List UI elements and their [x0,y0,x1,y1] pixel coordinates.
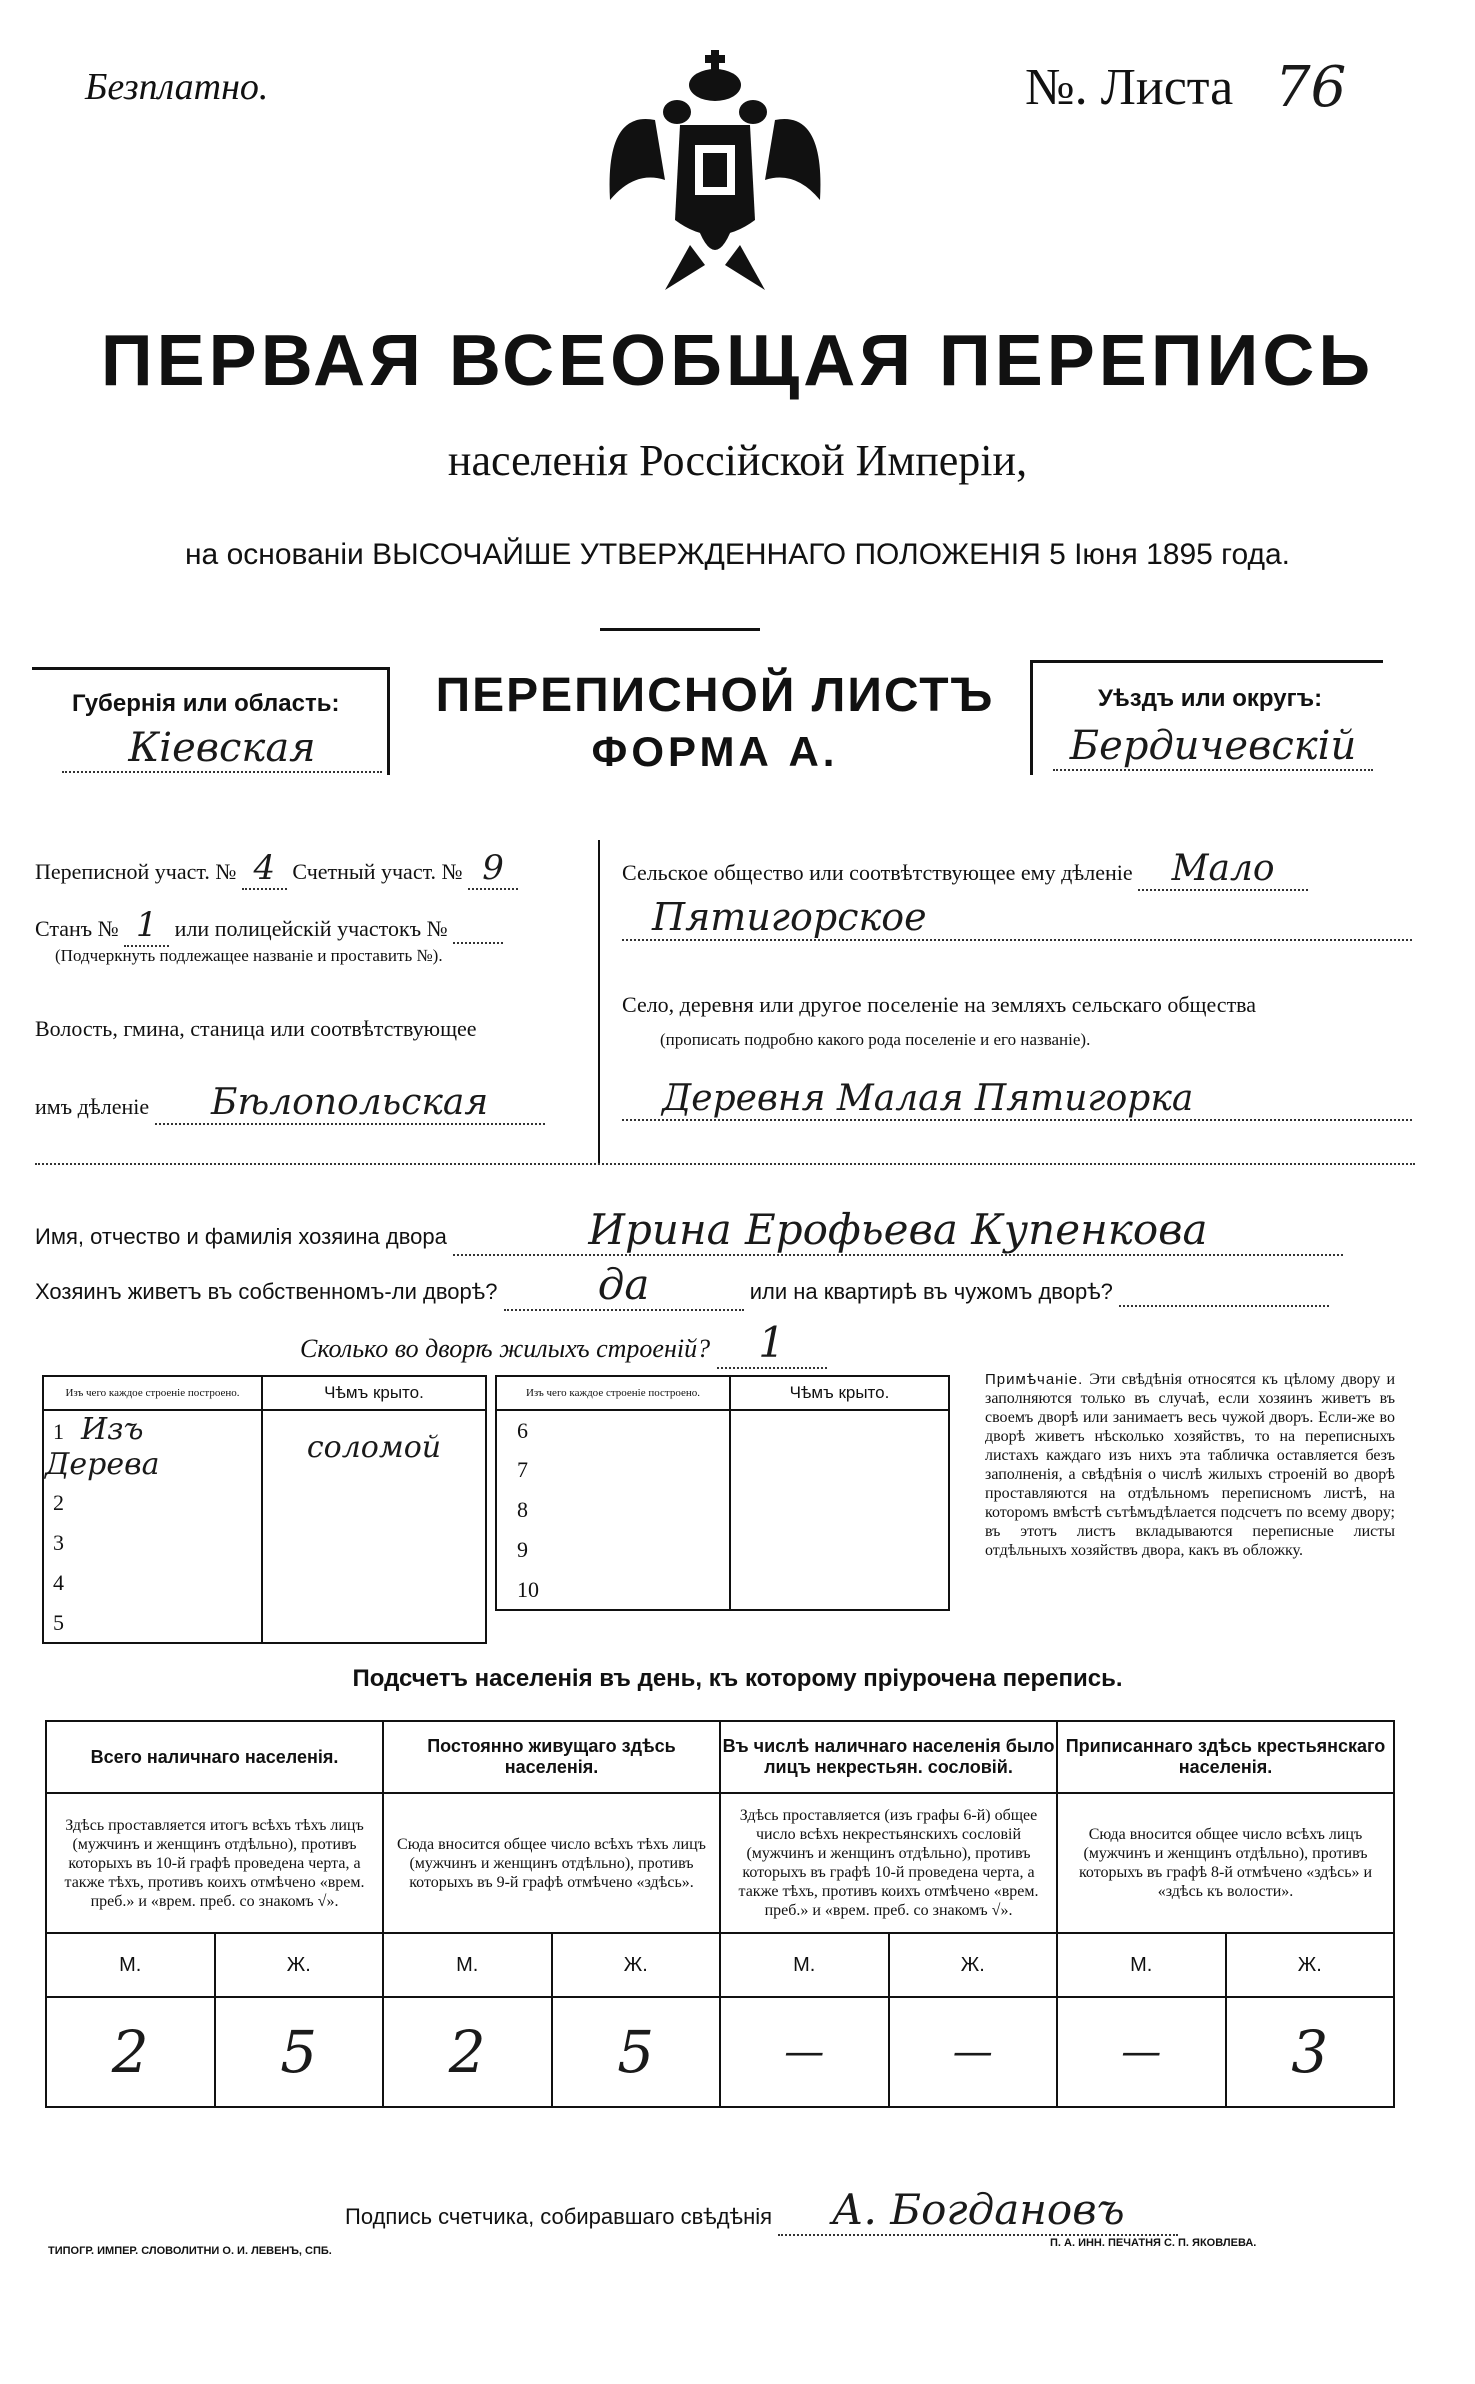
pop-desc-non-peasant: Здѣсь проставляется (изъ графы 6-й) общее число всѣхъ некрестьянскихъ сословій (мужчинъ и женщинъ отдѣльно), противъ которыхъ въ графѣ 10-й проведена черта, а также тѣхъ, противъ коихъ отмѣчено «врем. преб.» и «врем. преб. со знакомъ √». [720,1793,1057,1933]
row-number: 7 [496,1450,730,1490]
pop-permanent-f: 5 [552,1997,721,2107]
coat-of-arms-icon [595,50,835,300]
row-number: 1 [53,1419,64,1444]
owner-lives-label: Хозяинъ живетъ въ собственномъ-ли дворѣ? [35,1279,498,1304]
pop-non-peasant-m: — [720,1997,889,2107]
stan-value: 1 [124,905,169,947]
pop-f-label: Ж. [552,1933,721,1997]
district-value: Бердичевскій [1053,723,1373,771]
sheet-label: №. Листа [1025,59,1234,116]
basis-line: на основаніи ВЫСОЧАЙШЕ УТВЕРЖДЕННАГО ПОЛОЖЕНІЯ 5 Іюня 1895 года. [184,538,1290,571]
printer-left: ТИПОГР. ИМПЕР. СЛОВОЛИТНИ О. И. ЛЕВЕНЪ, СПБ. [48,2245,332,2257]
pop-non-peasant-f: — [889,1997,1058,2107]
pop-f-label: Ж. [1226,1933,1395,1997]
society-value-2: Пятигорское [622,895,1412,941]
province-box [32,667,390,775]
village-label: Село, деревня или другое поселеніе на земляхъ сельскаго общества [622,992,1257,1017]
note-title: Примѣчаніе. [985,1371,1084,1388]
buildings-col-roof: Чѣмъ крыто. [262,1376,486,1410]
census-section-label: Переписной участ. № [35,859,237,884]
underline-note: (Подчеркнуть подлежащее названіе и проставить №). [55,946,443,965]
signature-field [345,2185,1178,2236]
signature-value: А. Богдановъ [778,2185,1178,2236]
page-title: ПЕРВАЯ ВСЕОБЩАЯ ПЕРЕПИСЬ [100,321,1375,401]
village-note: (прописать подробно какого рода поселеніе и его названіе). [660,1030,1091,1049]
buildings-label: Сколько во дворѣ жилыхъ строеній? [300,1334,711,1363]
district-box [1030,660,1383,775]
owner-name-label: Имя, отчество и фамилія хозяина двора [35,1224,447,1249]
pop-m-label: М. [1057,1933,1226,1997]
buildings-field [300,1318,827,1369]
building-material: Изъ Дерева [45,1412,160,1482]
pop-total-m: 2 [46,1997,215,2107]
pop-desc-total: Здѣсь проставляется итогъ всѣхъ тѣхъ лицъ (мужчинъ и женщинъ отдѣльно), противъ которыхъ въ 10-й графѣ проведена черта, а также тѣхъ, противъ коихъ отмѣчено «врем. преб.» и «врем. преб. со знакомъ √». [46,1793,383,1933]
pop-permanent-m: 2 [383,1997,552,2107]
building-roof: соломой [262,1410,486,1483]
pop-desc-permanent: Сюда вносится общее число всѣхъ тѣхъ лицъ (мужчинъ и женщинъ отдѣльно), противъ которыхъ въ 9-й графѣ отмѣчено «здѣсь». [383,1793,720,1933]
census-section-field [35,848,518,890]
pop-head-total: Всего наличнаго населенія. [46,1721,383,1793]
pop-head-permanent: Постоянно живущаго здѣсь населенія. [383,1721,720,1793]
division-field [35,1082,545,1125]
row-number: 5 [53,1609,64,1635]
pop-head-registered: Приписаннаго здѣсь крестьянскаго населенія. [1057,1721,1394,1793]
pop-m-label: М. [720,1933,889,1997]
row-number: 2 [53,1490,64,1515]
form-subtitle: ФОРМА А. [591,728,839,775]
buildings-col-material: Изъ чего каждое строеніе построено. [43,1376,262,1410]
row-number: 9 [496,1530,730,1570]
row-number: 10 [496,1570,730,1610]
ornament-divider [600,628,760,631]
province-label: Губернія или область: [72,690,340,717]
signature-label: Подпись счетчика, собиравшаго свѣдѣнія [345,2204,773,2229]
pop-registered-m: — [1057,1997,1226,2107]
census-section-value: 4 [242,848,287,890]
pop-m-label: М. [383,1933,552,1997]
row-number: 4 [53,1570,64,1595]
buildings-table-left [42,1375,487,1644]
count-section-label: Счетный участ. № [292,859,463,884]
free-label: Безплатно. [85,66,269,108]
form-title: ПЕРЕПИСНОЙ ЛИСТЪ [435,669,995,722]
population-table [45,1720,1395,2108]
buildings-col-material: Изъ чего каждое строеніе построено. [496,1376,730,1410]
sheet-number: 76 [1275,55,1347,120]
pop-head-non-peasant: Въ числѣ наличнаго населенія было лицъ некрестьян. сословій. [720,1721,1057,1793]
buildings-col-roof: Чѣмъ крыто. [730,1376,949,1410]
owner-name-field [35,1205,1343,1256]
count-section-value: 9 [468,848,518,890]
population-title: Подсчетъ населенія въ день, къ которому пріурочена перепись. [352,1665,1123,1692]
village-value: Деревня Малая Пятигорка [622,1078,1412,1121]
owner-rent-label: или на квартирѣ въ чужомъ дворѣ? [749,1279,1113,1304]
pop-f-label: Ж. [889,1933,1058,1997]
pop-total-f: 5 [215,1997,384,2107]
pop-m-label: М. [46,1933,215,1997]
dotted-rule [35,1163,1415,1165]
pop-f-label: Ж. [215,1933,384,1997]
row-number: 3 [53,1530,64,1555]
pop-registered-f: 3 [1226,1997,1395,2107]
district-label: Уѣздъ или округъ: [1098,685,1323,712]
division-label: имъ дѣленіе [35,1094,150,1119]
stan-field [35,905,503,947]
vertical-divider [598,840,600,1165]
province-value: Кіевская [62,725,382,773]
page-subtitle: населенія Россійской Имперіи, [447,436,1028,485]
society-label: Сельское общество или соотвѣтствующее ему дѣленіе [622,860,1133,885]
row-number: 8 [496,1490,730,1530]
stan-label: Станъ № [35,916,119,941]
buildings-note [985,1370,1395,1560]
police-label: или полицейскій участокъ № [174,916,448,941]
printer-right: П. А. ИНН. ПЕЧАТНЯ С. П. ЯКОВЛЕВА. [1050,2237,1257,2249]
owner-name-value: Ирина Ерофьева Купенкова [453,1205,1343,1256]
note-text: Эти свѣдѣнія относятся къ цѣлому двору и заполняются только въ случаѣ, если хозяинъ живетъ въ своемъ дворѣ или занимаетъ весь чужой дворъ. Если-же во дворѣ живетъ нѣсколько хозяйствъ, то на переписныхъ листахъ каждаго изъ нихъ эта табличка оставляется безъ заполненія, а свѣдѣнія о числѣ жилыхъ строеній во дворѣ проставляются на отдѣльномъ переписномъ листѣ, на которомъ вмѣстѣ сътѣмъдѣлается подсчетъ по всему двору; въ этотъ листъ вкладываются переписные листы отдѣльныхъ хозяйствъ двора, какъ въ обложку. [985,1371,1396,1559]
division-value: Бѣлопольская [155,1082,545,1125]
owner-lives-value: да [504,1260,744,1311]
society-field [622,848,1308,891]
buildings-table-right [495,1375,950,1611]
row-number: 6 [496,1410,730,1450]
owner-lives-field [35,1260,1329,1311]
pop-desc-registered: Сюда вносится общее число всѣхъ лицъ (мужчинъ и женщинъ отдѣльно), противъ которыхъ въ графѣ 8-й отмѣчено «здѣсь» и «здѣсь къ волости». [1057,1793,1394,1933]
volost-label: Волость, гмина, станица или соотвѣтствующее [35,1016,477,1041]
society-value-1: Мало [1138,848,1308,891]
buildings-value: 1 [717,1318,827,1369]
